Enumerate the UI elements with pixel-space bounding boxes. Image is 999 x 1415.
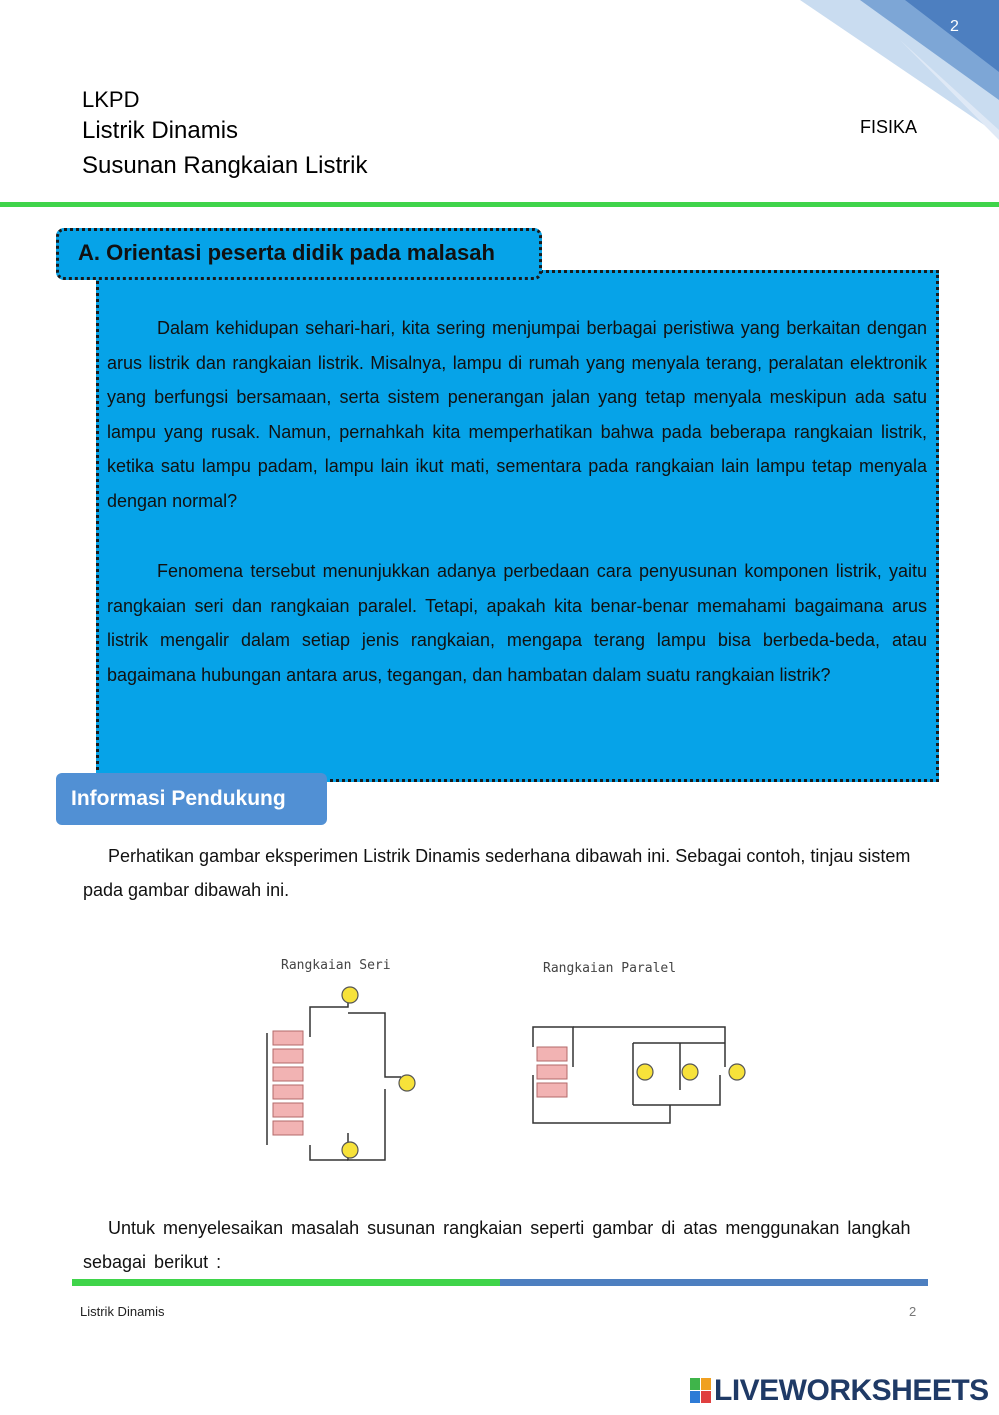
footer-page-number: 2 — [909, 1304, 917, 1319]
page-title: Listrik Dinamis — [82, 117, 239, 144]
info-closing: Untuk menyelesaikan masalah susunan rangkaian seperti gambar di atas menggunakan langkah sebagai berikut : — [83, 1218, 911, 1272]
page-number-top: 2 — [950, 18, 959, 35]
footer-rule-blue — [500, 1279, 928, 1286]
footer-rule-green — [72, 1279, 500, 1286]
series-batteries — [273, 1031, 303, 1135]
footer-title: Listrik Dinamis — [80, 1304, 165, 1319]
section-a-title: A. Orientasi peserta didik pada malasah — [78, 240, 495, 265]
info-badge: Informasi Pendukung — [56, 773, 327, 825]
parallel-batteries — [537, 1047, 567, 1097]
page-subtitle: Susunan Rangkaian Listrik — [82, 152, 368, 179]
header-divider — [0, 202, 999, 207]
liveworksheets-text: LIVEWORKSHEETS — [714, 1374, 989, 1407]
orientation-paragraph-2: Fenomena tersebut menunjukkan adanya perbedaan cara penyusunan komponen listrik, yaitu rangkaian seri dan rangkaian paralel. Tetapi, apakah kita benar-benar memahami bagaimana arus listrik mengalir dalam setiap jenis rangkaian, mengapa terang lampu bisa berbeda-beda, atau bagaimana hubungan antara arus, tegangan, dan hambatan dalam suatu rangkaian listrik? — [107, 561, 927, 685]
parallel-label: Rangkaian Paralel — [543, 961, 677, 976]
orientation-paragraph-1: Dalam kehidupan sehari-hari, kita sering menjumpai berbagai peristiwa yang berkaitan dengan arus listrik dan rangkaian listrik. Misalnya, lampu di rumah yang menyala terang, peralatan elektronik yang berfungsi bersamaan, serta sistem penerangan jalan yang tetap menyala meskipun ada satu lampu yang rusak. Namun, pernahkah kita memperhatikan bahwa pada beberapa rangkaian listrik, ketika satu lampu padam, lampu lain ikut mati, sementara pada rangkaian lain lampu tetap menyala dengan normal? — [107, 318, 927, 511]
liveworksheets-icon — [690, 1378, 712, 1404]
parallel-bulbs — [637, 1064, 745, 1080]
liveworksheets-logo[interactable] — [690, 1374, 989, 1408]
circuit-diagram — [255, 945, 775, 1175]
info-intro: Perhatikan gambar eksperimen Listrik Dinamis sederhana dibawah ini. Sebagai contoh, tinjau sistem pada gambar dibawah ini. — [83, 846, 911, 900]
series-label: Rangkaian Seri — [281, 958, 391, 973]
lkpd-label: LKPD — [82, 87, 140, 112]
subject-label: FISIKA — [860, 117, 918, 137]
